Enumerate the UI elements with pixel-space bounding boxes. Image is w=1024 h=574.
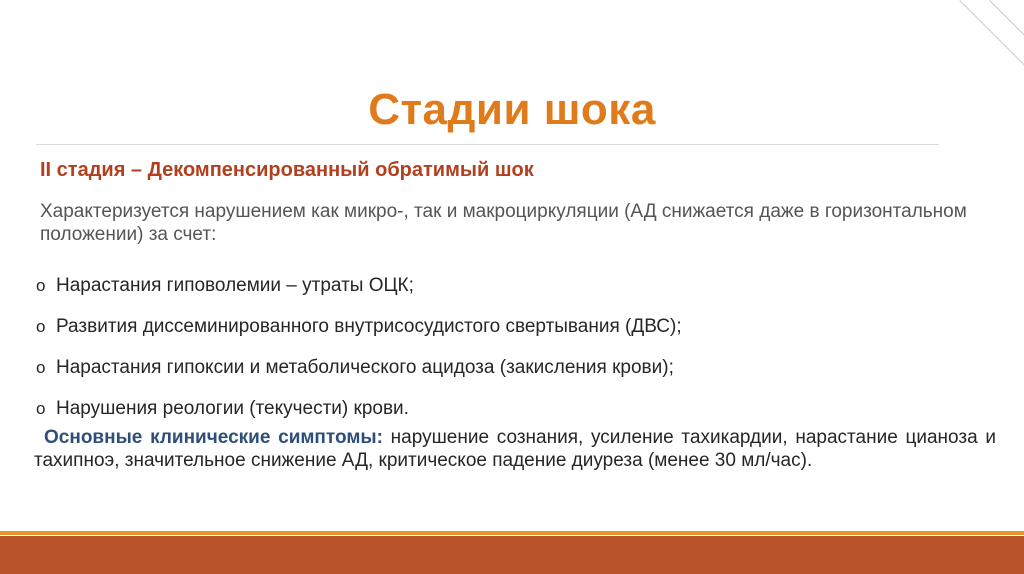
footer-band	[0, 536, 1024, 574]
list-item	[36, 388, 682, 429]
symptoms-paragraph	[34, 426, 996, 472]
bullet-text: Нарастания гиповолемии – утраты ОЦК;	[56, 274, 414, 296]
circle-bullet-icon: o	[36, 275, 46, 295]
circle-bullet-icon: o	[36, 316, 46, 336]
stage-heading: II стадия – Декомпенсированный обратимый шок	[40, 159, 534, 181]
intro-paragraph: Характеризуется нарушением как микро-, так и макроциркуляции (АД снижается даже в горизонтальном положении) за счет:	[40, 201, 967, 245]
slide-title: Стадии шока	[368, 85, 656, 134]
list-item	[36, 265, 682, 306]
list-item	[36, 306, 682, 347]
bullet-text: Нарастания гипоксии и метаболического ацидоза (закисления крови);	[56, 356, 674, 378]
circle-bullet-icon: o	[36, 357, 46, 377]
bullet-list	[36, 265, 682, 429]
symptoms-text: нарушение сознания, усиление тахикардии, нарастание цианоза и тахипноэ, значительное снижение АД, критическое падение диуреза (менее 30 мл/час).	[34, 427, 996, 471]
circle-bullet-icon: o	[36, 398, 46, 418]
list-item	[36, 347, 682, 388]
symptoms-label: Основные клинические симптомы:	[44, 427, 383, 448]
title-divider	[36, 144, 939, 145]
bullet-text: Развития диссеминированного внутрисосудистого свертывания (ДВС);	[56, 315, 682, 337]
footer-accent-strip	[0, 531, 1024, 535]
bullet-text: Нарушения реологии (текучести) крови.	[56, 397, 409, 419]
